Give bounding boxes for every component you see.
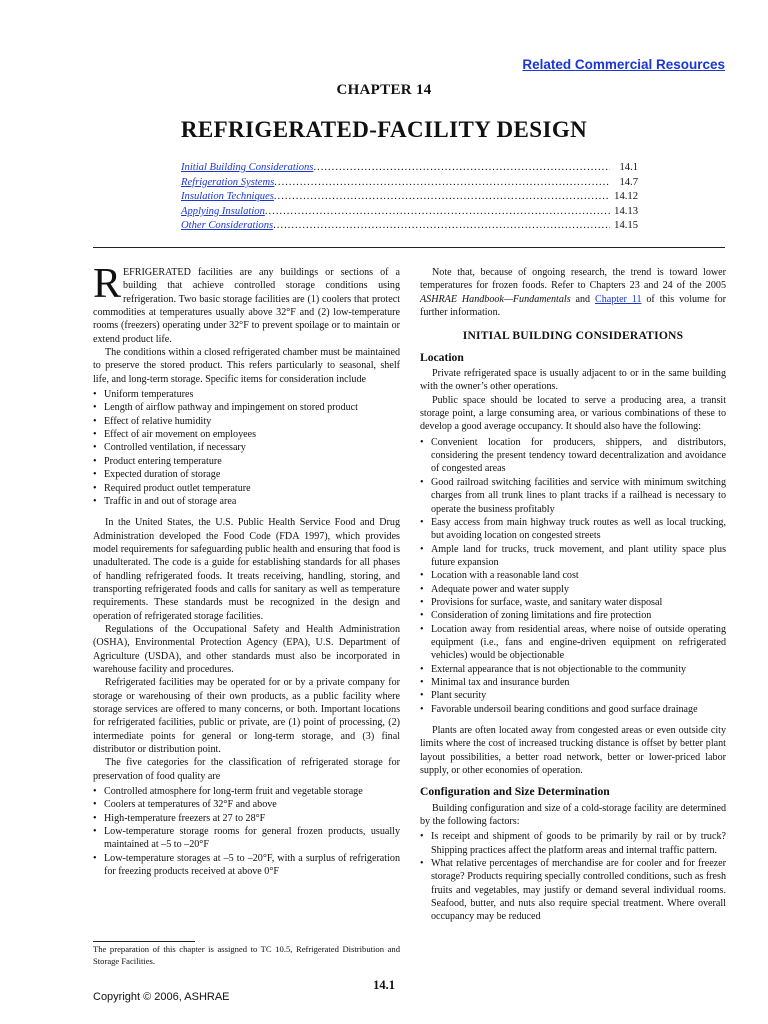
toc-link-other-considerations[interactable]: Other Considerations [181, 220, 274, 232]
toc-page: 14.1 [619, 162, 638, 173]
paragraph: Private refrigerated space is usually adjacent to or in the same building with the owner’s other operations. [420, 368, 726, 393]
list-item: • Effect of relative humidity [93, 415, 400, 428]
toc-page: 14.7 [619, 176, 638, 188]
list-item: • Controlled atmosphere for long-term fruit and vegetable storage [93, 785, 400, 798]
list-item: • What relative percentages of merchandise are for cooler and for freezer storage? Products requiring specially controlled conditions, such as fresh fruits and vegetables, may justify or demand several individual rooms. Seafood, butter, and nuts also require special treatment. Where overall occupancy may be reduced [420, 857, 726, 924]
chapter-11-link[interactable]: Chapter 11 [594, 293, 642, 305]
toc-page: 14.12 [614, 191, 638, 203]
paragraph: Refrigerated facilities may be operated for or by a private company for storage or warehousing of their own products, as a public facility where storage services are offered to many concerns, or both. Important locations for refrigerated facilities, public or private, are (1) point of processing, (2) intermediate points for general or long-term storage, and (3) final distributor or distribution point. [93, 677, 400, 756]
list-item: • Adequate power and water supply [420, 583, 726, 596]
header-divider [93, 247, 725, 248]
intro-paragraph: REFRIGERATED facilities are any buildings or sections of a building that achieve controlled storage conditions using refrigeration. Two basic storage facilities are (1) coolers that protect commodities at temperatures usually above 32°F and (2) low-temperature rooms (freezers) operating under 32°F to prevent spoilage or to maintain or extend product life. [93, 261, 400, 345]
list-item: • Uniform temperatures [93, 388, 400, 401]
table-of-contents [181, 161, 638, 234]
list-item: • Is receipt and shipment of goods to be primarily by rail or by truck? Shipping practices affect the platform areas and internal traffic pattern. [420, 830, 726, 857]
paragraph: In the United States, the U.S. Public Health Service Food and Drug Administration developed the Food Code (FDA 1997), which provides model requirements for safeguarding public health and ensuring that food is unadulterated. The code is a guide for establishing standards for all phases of handling refrigerated foods. It treats receiving, handling, storing, and transporting refrigerated foods and calls for sanitary as well as temperature requirements. These standards must be recognized in the design and operation of refrigerated storage facilities. [93, 517, 400, 622]
chapter-label: CHAPTER 14 [336, 82, 432, 98]
list-item: • Provisions for surface, waste, and sanitary water disposal [420, 596, 726, 609]
configuration-factors-list [420, 830, 726, 923]
left-column [93, 261, 400, 882]
list-item: • Ample land for trucks, truck movement, and plant utility space plus future expansion [420, 543, 726, 570]
subheading-location: Location [420, 350, 464, 364]
toc-link-refrigeration-systems[interactable]: Refrigeration Systems [181, 176, 275, 188]
list-item: • Location away from residential areas, where noise of outside operating equipment (i.e., fans and engine-driven equipment on refrigerated vehicles) would be objectionable [420, 623, 726, 663]
subheading-configuration: Configuration and Size Determination [420, 785, 610, 799]
list-item: • Length of airflow pathway and impingement on stored product [93, 401, 400, 414]
list-item: • Minimal tax and insurance burden [420, 676, 726, 689]
paragraph: Building configuration and size of a cold-storage facility are determined by the following factors: [420, 802, 726, 828]
footnote: The preparation of this chapter is assigned to TC 10.5, Refrigerated Distribution and Storage Facilities. [93, 944, 400, 966]
paragraph: Plants are often located away from congested areas or even outside city limits where the cost of increased trucking distance is offset by better plant layout possibilities, a better road network, better or lower-priced labor supply, or other economies of operation. [420, 725, 726, 777]
toc-row [181, 190, 638, 205]
list-item: • Product entering temperature [93, 455, 400, 468]
paragraph: Regulations of the Occupational Safety and Health Administration (OSHA), Environmental Protection Agency (EPA), U.S. Department of Agriculture (USDA), and other standards must also be incorporated in warehouse facility and procedures. [93, 623, 400, 675]
list-item: • Consideration of zoning limitations and fire protection [420, 609, 726, 622]
toc-row [181, 161, 638, 176]
list-item: • Low-temperature storage rooms for general frozen products, usually maintained at –5 to –20°F [93, 825, 400, 852]
toc-row [181, 176, 638, 191]
location-requirements-list [420, 436, 726, 716]
related-commercial-resources-link[interactable]: Related Commercial Resources [522, 57, 725, 72]
page-number: 14.1 [373, 978, 395, 992]
toc-link-initial-building-considerations[interactable]: Initial Building Considerations [181, 162, 314, 173]
footnote-divider [93, 941, 195, 942]
list-item: • Low-temperature storages at –5 to –20°F, with a surplus of refrigeration for freezing products received at above 0°F [93, 852, 400, 879]
section-heading: INITIAL BUILDING CONSIDERATIONS [462, 329, 684, 343]
list-item: • Traffic in and out of storage area [93, 495, 400, 508]
toc-page: 14.13 [614, 205, 638, 217]
list-item: • Location with a reasonable land cost [420, 569, 726, 582]
list-item: • Controlled ventilation, if necessary [93, 441, 400, 454]
right-column [420, 266, 726, 928]
paragraph: The conditions within a closed refrigerated chamber must be maintained to preserve the stored product. This refers particularly to seasonal, shelf life, and long-term storage. Specific items for consideration include [93, 347, 400, 385]
list-item: • Expected duration of storage [93, 468, 400, 481]
page-title: REFRIGERATED-FACILITY DESIGN [180, 117, 588, 142]
storage-categories-list [93, 785, 400, 878]
considerations-list [93, 388, 400, 508]
list-item: • Good railroad switching facilities and service with minimum switching charges from all trunk lines to plant tracks if a railhead is necessary to operate the business profitably [420, 476, 726, 516]
toc-row [181, 219, 638, 234]
toc-page: 14.15 [614, 220, 638, 232]
paragraph: Note that, because of ongoing research, the trend is toward lower temperatures for frozen foods. Refer to Chapters 23 and 24 of the 2005 ASHRAE Handbook—Fundamentals and Chapter 11 of this volume for further information. [420, 267, 727, 319]
paragraph: The five categories for the classification of refrigerated storage for preservation of food quality are [93, 757, 400, 782]
toc-row [181, 205, 638, 220]
list-item: • Plant security [420, 689, 726, 702]
list-item: • Effect of air movement on employees [93, 428, 400, 441]
copyright: Copyright © 2006, ASHRAE [93, 991, 230, 1003]
list-item: • Easy access from main highway truck routes as well as local trucking, but avoiding location on congested streets [420, 516, 726, 543]
list-item: • External appearance that is not objectionable to the community [420, 663, 726, 676]
toc-link-applying-insulation[interactable]: Applying Insulation [181, 205, 265, 217]
list-item: • Favorable undersoil bearing conditions and good surface drainage [420, 703, 726, 716]
toc-link-insulation-techniques[interactable]: Insulation Techniques [181, 191, 274, 203]
list-item: • Coolers at temperatures of 32°F and above [93, 798, 400, 811]
list-item: • Required product outlet temperature [93, 482, 400, 495]
paragraph: Public space should be located to serve a producing area, a transit storage point, a large consuming area, or various combinations of these to develop a good average occupancy. It should also have the following: [420, 394, 726, 433]
list-item: • High-temperature freezers at 27 to 28°F [93, 812, 400, 825]
drop-cap: R [93, 261, 122, 307]
list-item: • Convenient location for producers, shippers, and distributors, considering the present tendency toward decentralization and avoidance of congested areas [420, 436, 726, 476]
